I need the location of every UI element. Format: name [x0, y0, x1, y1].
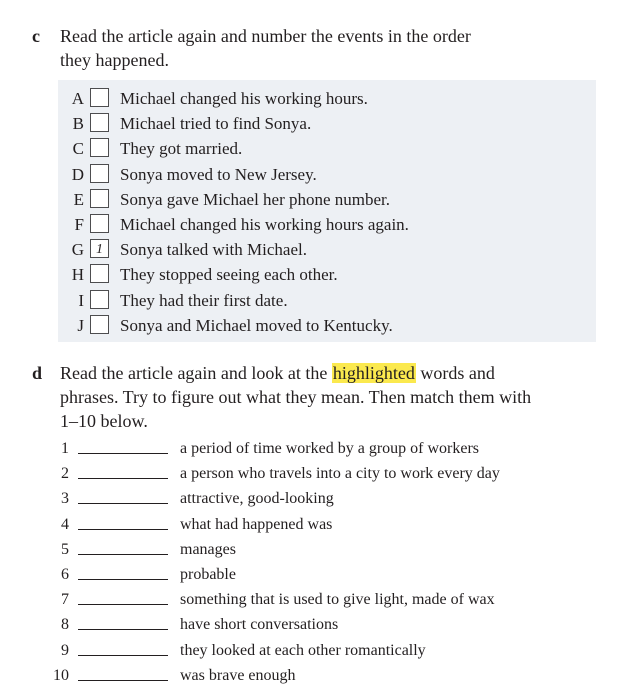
- event-text: They had their first date.: [120, 290, 288, 310]
- highlighted-word: highlighted: [332, 363, 415, 383]
- event-text: Michael changed his working hours.: [120, 89, 368, 108]
- definition-item-6: [40, 562, 600, 587]
- answer-blank[interactable]: [78, 453, 168, 454]
- order-answer-box[interactable]: [90, 315, 109, 334]
- event-item-f: [58, 212, 596, 237]
- definition-number: 4: [61, 515, 69, 533]
- answer-blank[interactable]: [78, 655, 168, 656]
- event-text: Sonya talked with Michael.: [120, 240, 307, 260]
- answer-blank[interactable]: [78, 554, 168, 555]
- definition-text: a period of time worked by a group of workers: [180, 440, 480, 457]
- exercise-d-heading: [32, 361, 531, 433]
- definition-text: have short conversations: [180, 616, 339, 634]
- definition-text: a person who travels into a city to work every day: [180, 465, 500, 483]
- definition-text: something that is used to give light, made of wax: [180, 591, 495, 609]
- definition-text: probable: [180, 566, 236, 583]
- event-letter: F: [74, 215, 84, 234]
- exercise-d-instruction: [60, 361, 531, 433]
- definition-item-3: [40, 486, 600, 511]
- exercise-c-instruction-line-1: Read the article again and number the events in the order: [60, 26, 471, 46]
- definition-text: attractive, good-looking: [180, 490, 334, 508]
- definition-text: what had happened was: [180, 515, 333, 533]
- order-answer-box[interactable]: [90, 189, 109, 208]
- order-answer-box[interactable]: [90, 264, 109, 283]
- event-text: They stopped seeing each other.: [120, 265, 338, 285]
- instruction-text-before: Read the article again and look at the: [60, 363, 332, 383]
- order-answer-box[interactable]: [90, 164, 109, 183]
- event-item-c: [58, 136, 596, 161]
- event-item-h: [58, 262, 596, 287]
- definition-item-8: [40, 612, 600, 637]
- definition-number: 10: [53, 666, 69, 684]
- order-answer-box[interactable]: [90, 290, 109, 309]
- exercise-c-instruction-line-2: they happened.: [60, 50, 169, 70]
- order-answer-box[interactable]: [90, 88, 109, 107]
- exercise-d-instruction-line-1: [60, 361, 531, 385]
- definition-number: 1: [61, 440, 69, 457]
- definition-item-7: [40, 587, 600, 612]
- exercise-c-instruction: [60, 24, 471, 72]
- exercise-c-letter: c: [32, 26, 40, 46]
- answer-blank[interactable]: [78, 604, 168, 605]
- order-answer-box[interactable]: 1: [90, 239, 109, 258]
- definition-number: 8: [61, 616, 69, 634]
- answer-blank[interactable]: [78, 529, 168, 530]
- event-item-g: [58, 237, 596, 262]
- event-letter: E: [73, 189, 84, 209]
- answer-blank[interactable]: [78, 503, 168, 504]
- event-letter: C: [72, 139, 84, 159]
- definition-text: manages: [180, 540, 236, 558]
- exercise-d-instruction-line-3: 1–10 below.: [60, 411, 148, 431]
- exercise-c-heading: [32, 24, 471, 72]
- event-letter: H: [71, 265, 84, 285]
- order-answer-box[interactable]: [90, 113, 109, 132]
- definition-number: 7: [61, 591, 69, 609]
- definition-item-2: [40, 461, 600, 486]
- event-text: Sonya and Michael moved to Kentucky.: [120, 315, 393, 335]
- definition-number: 6: [61, 566, 69, 583]
- exercise-d-letter: d: [32, 363, 43, 383]
- event-text: Michael changed his working hours again.: [120, 215, 409, 234]
- event-letter: A: [71, 89, 84, 108]
- event-text: Sonya gave Michael her phone number.: [120, 189, 391, 209]
- definition-item-10: [40, 663, 600, 688]
- definition-number: 3: [61, 490, 69, 508]
- event-item-j: [58, 313, 596, 338]
- event-letter: J: [77, 315, 84, 335]
- event-item-b: [58, 111, 596, 136]
- event-text: They got married.: [120, 139, 243, 159]
- definition-item-1: [40, 436, 600, 461]
- answer-blank[interactable]: [78, 680, 168, 681]
- answer-blank[interactable]: [78, 629, 168, 630]
- definition-text: was brave enough: [180, 666, 296, 684]
- event-item-e: [58, 187, 596, 212]
- definition-item-5: [40, 537, 600, 562]
- definition-item-4: [40, 512, 600, 537]
- event-item-a: [58, 86, 596, 111]
- event-letter: I: [78, 290, 84, 310]
- event-text: Sonya moved to New Jersey.: [120, 164, 317, 184]
- definition-number: 5: [61, 540, 69, 558]
- event-letter: B: [72, 114, 84, 134]
- event-text: Michael tried to find Sonya.: [120, 114, 312, 134]
- definition-number: 2: [61, 465, 69, 483]
- event-letter: D: [71, 164, 84, 184]
- event-item-d: [58, 162, 596, 187]
- exercise-d-instruction-line-2: phrases. Try to figure out what they mean. Then match them with: [60, 387, 532, 407]
- order-answer-box[interactable]: [90, 138, 109, 157]
- event-letter: G: [71, 240, 84, 260]
- definition-text: they looked at each other romantically: [180, 641, 426, 659]
- instruction-text-after: words and: [415, 363, 495, 383]
- definition-item-9: [40, 638, 600, 663]
- exercise-c-panel: [58, 80, 596, 342]
- answer-blank[interactable]: [78, 478, 168, 479]
- definition-number: 9: [61, 641, 69, 659]
- order-answer-box[interactable]: [90, 214, 109, 233]
- event-item-i: [58, 288, 596, 313]
- answer-blank[interactable]: [78, 579, 168, 580]
